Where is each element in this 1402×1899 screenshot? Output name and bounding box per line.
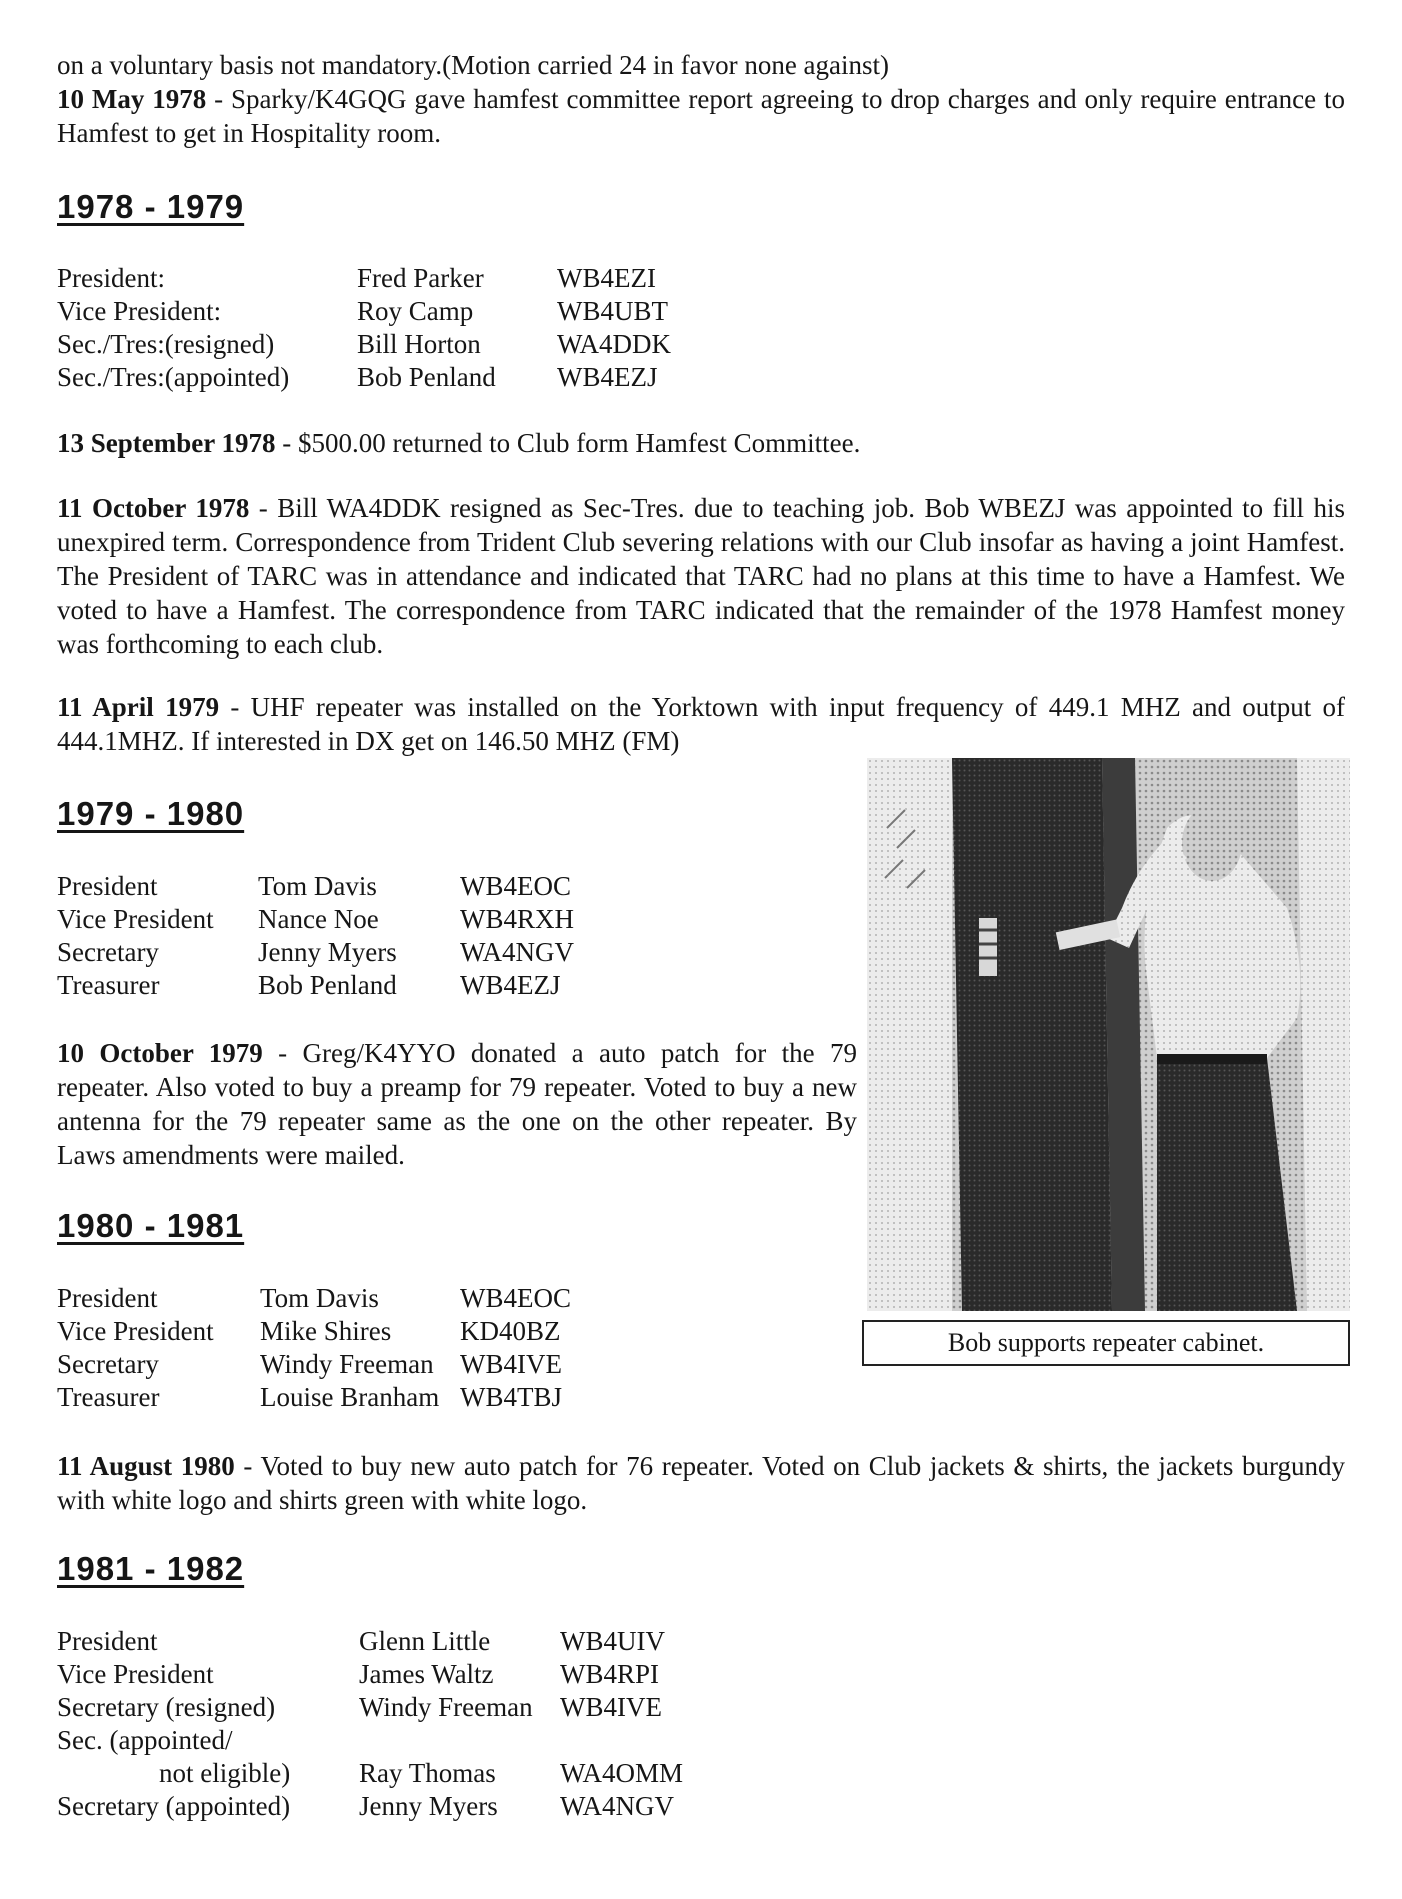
officer-callsign: WB4RPI — [560, 1659, 660, 1689]
officer-role: Treasurer — [57, 1382, 160, 1412]
officer-callsign: WB4RXH — [460, 904, 574, 934]
officer-name: Bob Penland — [258, 970, 397, 1000]
entry-date: 11 October 1978 — [57, 493, 250, 523]
officer-name: Roy Camp — [357, 296, 474, 326]
officer-callsign: WB4IVE — [560, 1692, 662, 1722]
officer-role: Secretary — [57, 937, 159, 967]
officer-name: Mike Shires — [260, 1316, 392, 1346]
officer-role: Vice President: — [57, 296, 222, 326]
officer-role: Sec./Tres:(appointed) — [57, 362, 290, 392]
entry-date: 10 May 1978 — [57, 84, 207, 114]
officer-role: not eligible) — [159, 1758, 291, 1788]
intro-line: on a voluntary basis not mandatory.(Motion carried 24 in favor none against) — [57, 50, 890, 80]
entry-text: - Bill WA4DDK resigned as Sec-Tres. due to teaching job. Bob WBEZJ was appointed to fill his unexpired term. Correspondence from Trident Club severing relations with our Club insofar as having a joint Hamfest. The President of TARC was in attendance and indicated that TARC had no plans at this time to have a Hamfest. We voted to have a Hamfest. The correspondence from TARC indicated that the remainder of the 1978 Hamfest money was forthcoming to each club. — [57, 493, 1345, 659]
officer-callsign: WB4TBJ — [460, 1382, 563, 1412]
officer-name: James Waltz — [359, 1659, 494, 1689]
entry-oct-1978 — [57, 491, 1345, 661]
officer-callsign: WB4EZI — [557, 263, 656, 293]
officer-callsign: WA4NGV — [460, 937, 574, 967]
officer-name: Tom Davis — [260, 1283, 379, 1313]
section-heading-1980-1981: 1980 - 1981 — [57, 1207, 245, 1244]
entry-text: - $500.00 returned to Club form Hamfest Committee. — [275, 428, 861, 458]
officer-name: Louise Branham — [260, 1382, 440, 1412]
repeater-cabinet-photo — [867, 758, 1350, 1311]
officer-name: Bill Horton — [357, 329, 481, 359]
officer-callsign: WB4IVE — [460, 1349, 562, 1379]
entry-apr-1979 — [57, 690, 1345, 758]
officer-role: President: — [57, 263, 165, 293]
entry-aug-1980 — [57, 1449, 1345, 1517]
officer-callsign: WB4EZJ — [460, 970, 561, 1000]
officer-role: President — [57, 1626, 158, 1656]
officer-callsign: WB4UIV — [560, 1626, 665, 1656]
entry-date: 11 April 1979 — [57, 692, 220, 722]
officer-callsign: WA4DDK — [557, 329, 671, 359]
officer-callsign: WA4NGV — [560, 1791, 674, 1821]
officer-callsign: WB4EOC — [460, 871, 571, 901]
section-heading-1981-1982: 1981 - 1982 — [57, 1550, 245, 1587]
officer-callsign: WA4OMM — [560, 1758, 684, 1788]
officer-role: President — [57, 1283, 158, 1313]
officer-callsign: WB4UBT — [557, 296, 668, 326]
officer-role: Vice President — [57, 1316, 214, 1346]
entry-date: 13 September 1978 — [57, 428, 276, 458]
officer-name: Tom Davis — [258, 871, 377, 901]
officer-role: Secretary (appointed) — [57, 1791, 291, 1821]
entry-date: 11 August 1980 — [57, 1451, 235, 1481]
entry-date: 10 October 1979 — [57, 1038, 263, 1068]
officer-name: Fred Parker — [357, 263, 484, 293]
officer-role: Vice President — [57, 1659, 214, 1689]
entry-oct-1979 — [57, 1036, 857, 1172]
officer-role: Sec. (appointed/ — [57, 1725, 233, 1755]
officer-name: Jenny Myers — [258, 937, 397, 967]
entry-may-1978 — [57, 82, 1345, 150]
officer-role: President — [57, 871, 158, 901]
photo-caption: Bob supports repeater cabinet. — [862, 1320, 1350, 1366]
officer-name: Windy Freeman — [359, 1692, 533, 1722]
entry-sept-1978 — [57, 426, 1345, 460]
officer-name: Glenn Little — [359, 1626, 491, 1656]
entry-text: - Greg/K4YYO donated a auto patch for the 79 repeater. Also voted to buy a preamp for 79 repeater. Voted to buy a new antenna for the 79 repeater same as the one on the other repeater. By Laws amendments were mailed. — [57, 1038, 857, 1170]
officer-name: Windy Freeman — [260, 1349, 434, 1379]
section-heading-1979-1980: 1979 - 1980 — [57, 795, 245, 832]
entry-text: - Voted to buy new auto patch for 76 repeater. Voted on Club jackets & shirts, the jackets burgundy with white logo and shirts green with white logo. — [57, 1451, 1345, 1515]
officer-callsign: KD40BZ — [460, 1316, 561, 1346]
officer-role: Secretary — [57, 1349, 159, 1379]
officer-role: Secretary (resigned) — [57, 1692, 276, 1722]
entry-text: - Sparky/K4GQG gave hamfest committee report agreeing to drop charges and only require entrance to Hamfest to get in Hospitality room. — [57, 84, 1346, 148]
officer-name: Jenny Myers — [359, 1791, 498, 1821]
officer-name: Nance Noe — [258, 904, 379, 934]
section-heading-1978-1979: 1978 - 1979 — [57, 188, 245, 225]
officer-role: Treasurer — [57, 970, 160, 1000]
officer-role: Sec./Tres:(resigned) — [57, 329, 275, 359]
officer-name: Ray Thomas — [359, 1758, 496, 1788]
entry-text: - UHF repeater was installed on the Yorktown with input frequency of 449.1 MHZ and output of 444.1MHZ. If interested in DX get on 146.50 MHZ (FM) — [57, 692, 1345, 756]
officer-callsign: WB4EZJ — [557, 362, 658, 392]
officer-role: Vice President — [57, 904, 214, 934]
officer-callsign: WB4EOC — [460, 1283, 571, 1313]
officer-name: Bob Penland — [357, 362, 496, 392]
